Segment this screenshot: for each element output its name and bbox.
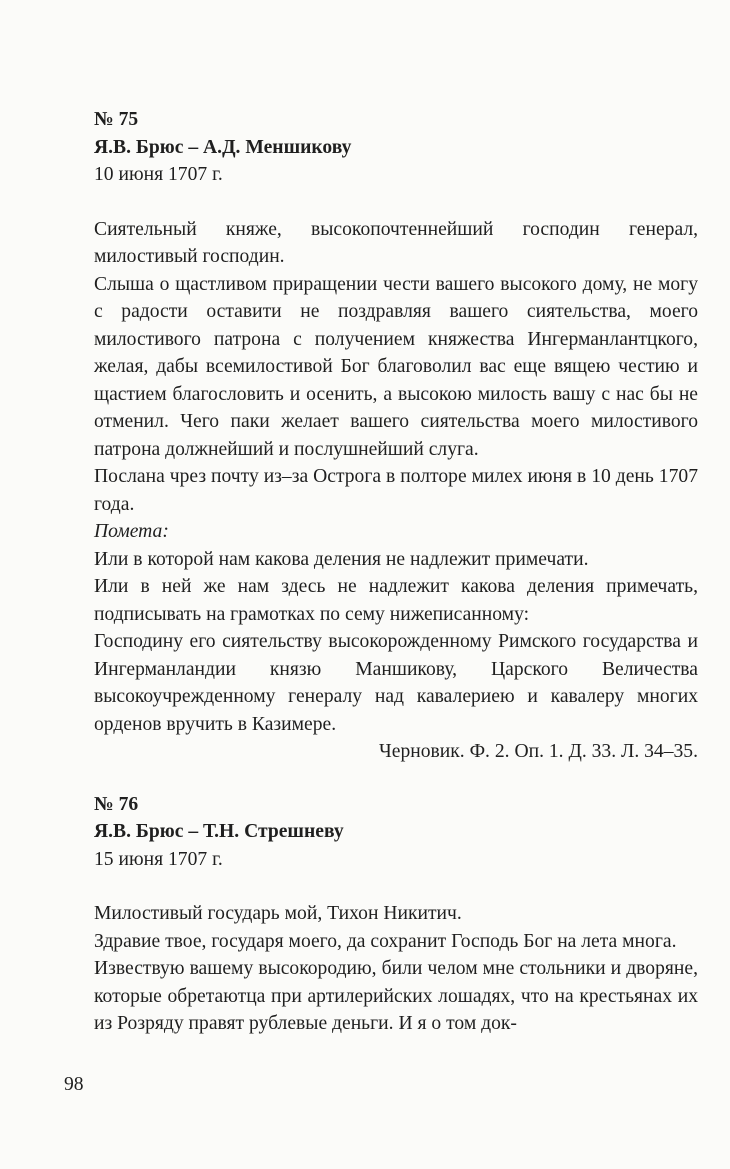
document-date: 15 июня 1707 г.: [94, 848, 223, 870]
page-number: 98: [64, 1074, 84, 1095]
note-label: Помета:: [94, 521, 169, 542]
paragraph: Извествую вашему высокородию, били челом мне стольники и дворяне, которые обретаютца при артилерийских лошадях, что на крестьянах их из Розряду правят рублевые деньги. И я о том док-: [94, 958, 698, 1034]
document-number: № 75: [94, 109, 139, 130]
paragraph: Милостивый государь мой, Тихон Никитич.: [94, 903, 462, 924]
document-75: [94, 106, 698, 766]
paragraph: Здравие твое, государя моего, да сохранит Господь Бог на лета многа.: [94, 930, 677, 952]
note-paragraph: Господину его сиятельству высокорожденному Римского государства и Ингерманландии князю Маншикову, Царского Величества высокоучрежденному генералу над кавалериею и кавалеру многих орденов вручить в Казимере.: [94, 631, 698, 735]
document-title: Я.В. Брюс – А.Д. Меншикову: [94, 136, 352, 158]
paragraph: Сиятельный княже, высокопочтеннейший господин генерал, милостивый господин.: [94, 218, 698, 267]
page-body: [94, 106, 698, 1038]
document-number: № 76: [94, 793, 139, 815]
paragraph: Слыша о щастливом приращении чести вашего высокого дому, не могу с радости оставити не поздравляя вашего сиятельства, моего милостивого патрона с получением княжества Ингерманлантцкого, желая, дабы всемилостивой Бог благоволил вас еще вящею честию и щастием благословить и осенить, а высокою милость вашу с нас бы не отменил. Чего паки желает вашего сиятельства моего милостивого патрона должнейший и послушнейший слуга.: [94, 273, 698, 460]
archive-source: Черновик. Ф. 2. Оп. 1. Д. 33. Л. 34–35.: [379, 741, 698, 762]
document-date: 10 июня 1707 г.: [94, 164, 223, 185]
document-title: Я.В. Брюс – Т.Н. Стрешневу: [94, 821, 344, 842]
note-paragraph: Или в ней же нам здесь не надлежит какова деления примечать, подписывать на грамотках по сему нижеписанному:: [94, 576, 698, 625]
note-paragraph: Или в которой нам какова деления не надлежит примечати.: [94, 548, 589, 570]
paragraph: Послана чрез почту из–за Острога в полторе милех июня в 10 день 1707 года.: [94, 466, 698, 515]
document-76: [94, 791, 698, 1038]
